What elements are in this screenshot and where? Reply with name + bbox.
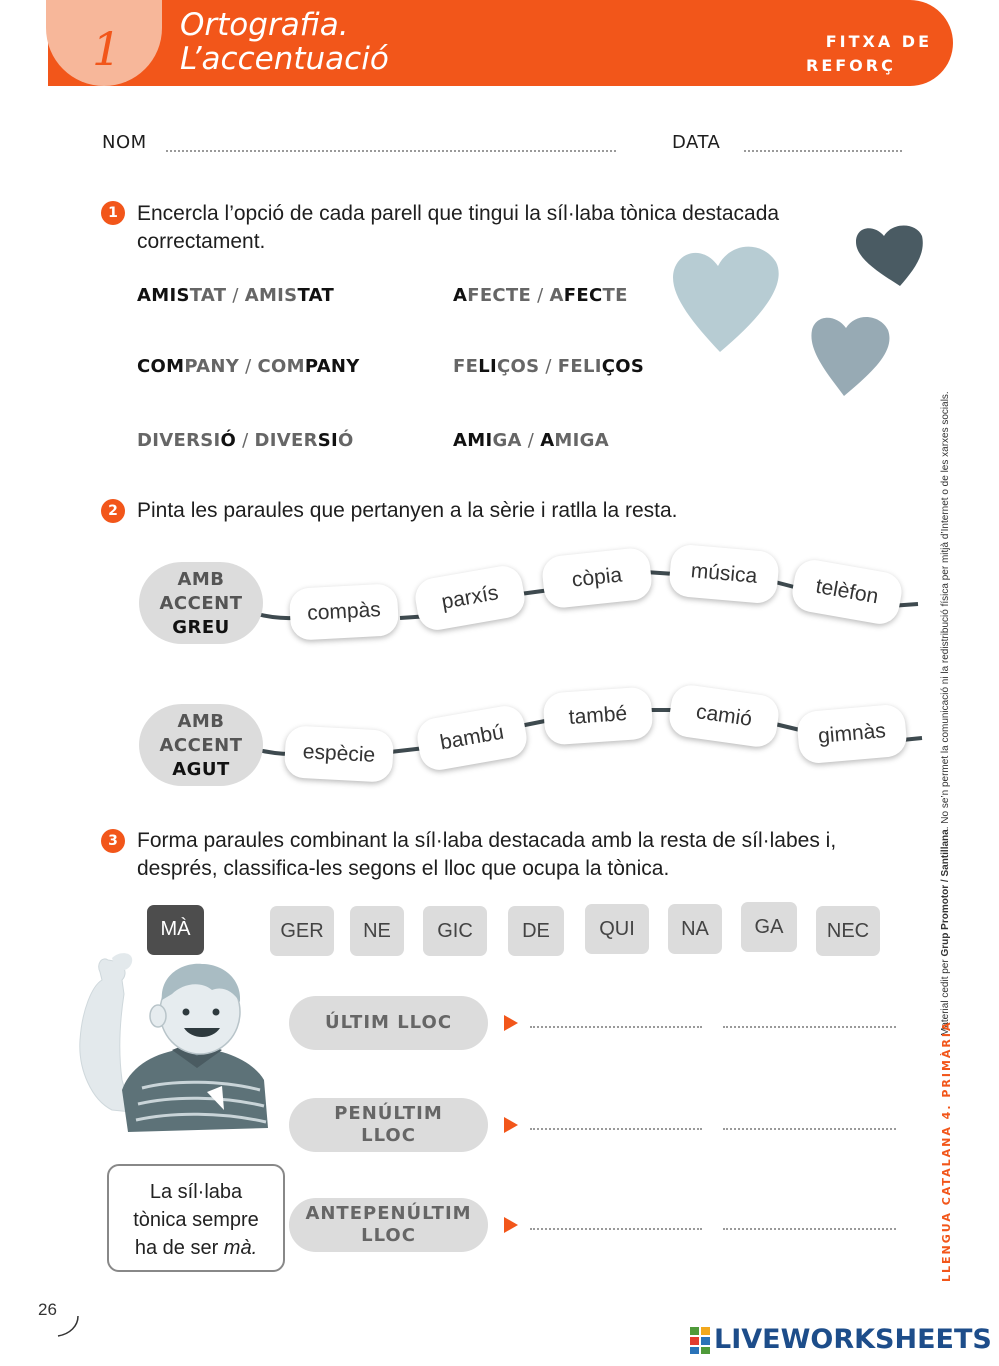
syllable-segment: COM	[137, 356, 185, 377]
syllable-segment: MIGA	[554, 430, 609, 451]
syllable-segment: DIVER	[254, 430, 318, 451]
pair-option-left[interactable]	[453, 285, 531, 306]
syllable-card[interactable]: GIC	[423, 906, 487, 956]
pair-separator: /	[236, 430, 255, 451]
accent-pair[interactable]	[453, 285, 628, 306]
heart-large-icon	[673, 247, 779, 352]
pair-option-left[interactable]	[453, 430, 522, 451]
syllable-segment: A	[453, 430, 468, 451]
agut-label-line-1: AMB	[177, 711, 225, 732]
syllable-card[interactable]: DE	[508, 906, 564, 956]
tip-line-3-text: ha de ser	[134, 1237, 224, 1259]
pair-option-left[interactable]	[137, 430, 236, 451]
word-card-greu[interactable]: còpia	[541, 546, 654, 609]
syllable-segment: Ó	[220, 430, 237, 451]
syllable-segment: TAT	[189, 285, 227, 306]
greu-label-line-2: ACCENT	[159, 593, 243, 614]
syllable-segment: SI	[317, 430, 339, 451]
tag-line-1: FITXA DE	[825, 32, 932, 51]
copyright-notice	[940, 391, 951, 1036]
exercise-2-badge: 2	[101, 499, 125, 523]
syllable-segment: TAT	[297, 285, 335, 306]
pair-option-left[interactable]	[453, 356, 539, 377]
syllable-segment: AMIS	[244, 285, 298, 306]
tip-box	[107, 1164, 285, 1272]
syllable-card[interactable]: GA	[741, 902, 797, 952]
syllable-segment: FECTE	[467, 285, 532, 306]
brand-name: LIVEWORKSHEETS	[714, 1324, 992, 1355]
accent-pair[interactable]	[137, 430, 354, 451]
syllable-segment: FELI	[557, 356, 602, 377]
pair-separator: /	[539, 356, 558, 377]
pair-option-right[interactable]	[245, 285, 334, 306]
heart-dark-icon	[856, 226, 923, 287]
credit-suffix: . No se’n permet la comunicació ni la redistribució física per mitjà d’Internet o de les xarxes socials.	[940, 391, 951, 830]
pair-option-right[interactable]	[258, 356, 360, 377]
agut-label-line-2: ACCENT	[159, 735, 243, 756]
answer-line[interactable]	[723, 1128, 896, 1130]
syllable-segment: ÇOS	[496, 356, 540, 377]
word-card-agut[interactable]: també	[542, 686, 653, 745]
category-label: PENÚLTIM LLOC	[289, 1098, 488, 1152]
pair-option-right[interactable]	[558, 356, 644, 377]
accent-pair[interactable]	[453, 430, 609, 451]
pair-option-right[interactable]	[255, 430, 354, 451]
word-card-greu[interactable]: música	[668, 543, 780, 604]
pair-option-right[interactable]	[540, 430, 609, 451]
page-number: 26	[38, 1300, 57, 1319]
arrow-right-icon	[504, 1117, 518, 1133]
pair-separator: /	[531, 285, 550, 306]
arrow-right-icon	[504, 1015, 518, 1031]
tip-line-1: La síl·laba	[149, 1181, 243, 1203]
exercise-3-line-1: Forma paraules combinant la síl·laba destacada amb la resta de síl·labes i,	[137, 829, 837, 852]
syllable-segment: GA	[492, 430, 522, 451]
tip-line-3-emphasis: mà.	[223, 1237, 258, 1259]
answer-line[interactable]	[530, 1128, 702, 1130]
name-field[interactable]	[166, 150, 616, 152]
tip-line-3	[109, 1234, 283, 1262]
syllable-segment: FEC	[563, 285, 603, 306]
syllable-segment: A	[540, 430, 555, 451]
greu-label-line-1: AMB	[177, 569, 225, 590]
syllable-segment: ÇOS	[601, 356, 645, 377]
word-card-greu[interactable]: parxís	[412, 563, 527, 633]
tip-line-2: tònica sempre	[133, 1209, 259, 1231]
syllable-segment: FE	[453, 356, 479, 377]
exercise-1-instruction: Encercla l’opció de cada parell que tingui la síl·laba tònica destacada correctament.	[137, 202, 780, 253]
pair-separator: /	[226, 285, 245, 306]
accent-pair[interactable]	[453, 356, 644, 377]
main-syllable: MÀ	[147, 905, 204, 955]
pair-separator: /	[239, 356, 258, 377]
accent-agut-label	[139, 704, 263, 786]
exercise-3-badge: 3	[101, 829, 125, 853]
exercise-1-badge: 1	[101, 201, 125, 225]
credit-publisher: Grup Promotor / Santillana	[940, 829, 951, 957]
word-card-greu[interactable]: telèfon	[789, 557, 904, 627]
syllable-segment: A	[453, 285, 468, 306]
greu-label-line-3: GREU	[172, 617, 230, 638]
title-line-1: Ortografia.	[180, 7, 349, 43]
word-card-agut[interactable]: gimnàs	[796, 703, 908, 764]
syllable-card[interactable]: QUI	[585, 904, 649, 954]
answer-line[interactable]	[530, 1026, 702, 1028]
syllable-card[interactable]: GER	[270, 906, 334, 956]
worksheet-tag	[800, 30, 932, 78]
boy-illustration	[72, 950, 277, 1135]
page-title	[180, 8, 389, 76]
syllable-segment: A	[549, 285, 564, 306]
exercise-2-instruction: Pinta les paraules que pertanyen a la sèrie i ratlla la resta.	[137, 499, 678, 522]
category-label: ANTEPENÚLTIM LLOC	[289, 1198, 488, 1252]
date-field[interactable]	[744, 150, 902, 152]
category-label: ÚLTIM LLOC	[289, 996, 488, 1050]
syllable-segment: A	[137, 285, 152, 306]
exercise-3-line-2: després, classifica-les segons el lloc que ocupa la tònica.	[137, 857, 670, 880]
credit-prefix: Material cedit per	[940, 956, 951, 1036]
syllable-segment: LI	[478, 356, 497, 377]
answer-line[interactable]	[530, 1228, 702, 1230]
liveworksheets-logo-icon	[690, 1327, 710, 1354]
syllable-segment: MI	[467, 430, 493, 451]
answer-line[interactable]	[723, 1228, 896, 1230]
syllable-segment: Ó	[338, 430, 354, 451]
subject-label: LLENGUA CATALANA 4. PRIMÀRIA	[940, 1020, 953, 1282]
tag-line-2: REFORÇ	[806, 56, 896, 75]
pair-separator: /	[521, 430, 541, 451]
syllable-card[interactable]: NE	[350, 906, 404, 956]
pair-option-left[interactable]	[137, 285, 226, 306]
answer-line[interactable]	[723, 1026, 896, 1028]
accent-greu-label	[139, 562, 263, 644]
heart-medium-icon	[811, 317, 889, 396]
word-card-agut[interactable]: camió	[667, 683, 781, 750]
title-line-2: L’accentuació	[180, 41, 389, 77]
syllable-segment: COM	[257, 356, 305, 377]
date-label: DATA	[672, 132, 721, 153]
syllable-segment: DIVERSI	[137, 430, 221, 451]
agut-label-line-3: AGUT	[172, 759, 230, 780]
page-corner-icon	[56, 1314, 82, 1338]
syllable-card[interactable]: NA	[668, 904, 722, 954]
syllable-card[interactable]: NEC	[816, 906, 880, 956]
name-label: NOM	[102, 132, 147, 153]
exercise-3-instruction	[137, 827, 857, 883]
syllable-segment: PANY	[184, 356, 240, 377]
word-card-greu[interactable]: compàs	[289, 583, 400, 641]
accent-pair[interactable]	[137, 285, 334, 306]
arrow-right-icon	[504, 1217, 518, 1233]
pair-option-left[interactable]	[137, 356, 239, 377]
syllable-segment: MIS	[151, 285, 190, 306]
unit-number: 1	[92, 22, 122, 76]
pair-option-right[interactable]	[550, 285, 628, 306]
accent-pair[interactable]	[137, 356, 360, 377]
word-card-agut[interactable]: bambú	[414, 703, 529, 773]
word-card-agut[interactable]: espècie	[284, 725, 395, 783]
syllable-segment: TE	[602, 285, 628, 306]
syllable-segment: PANY	[304, 356, 360, 377]
